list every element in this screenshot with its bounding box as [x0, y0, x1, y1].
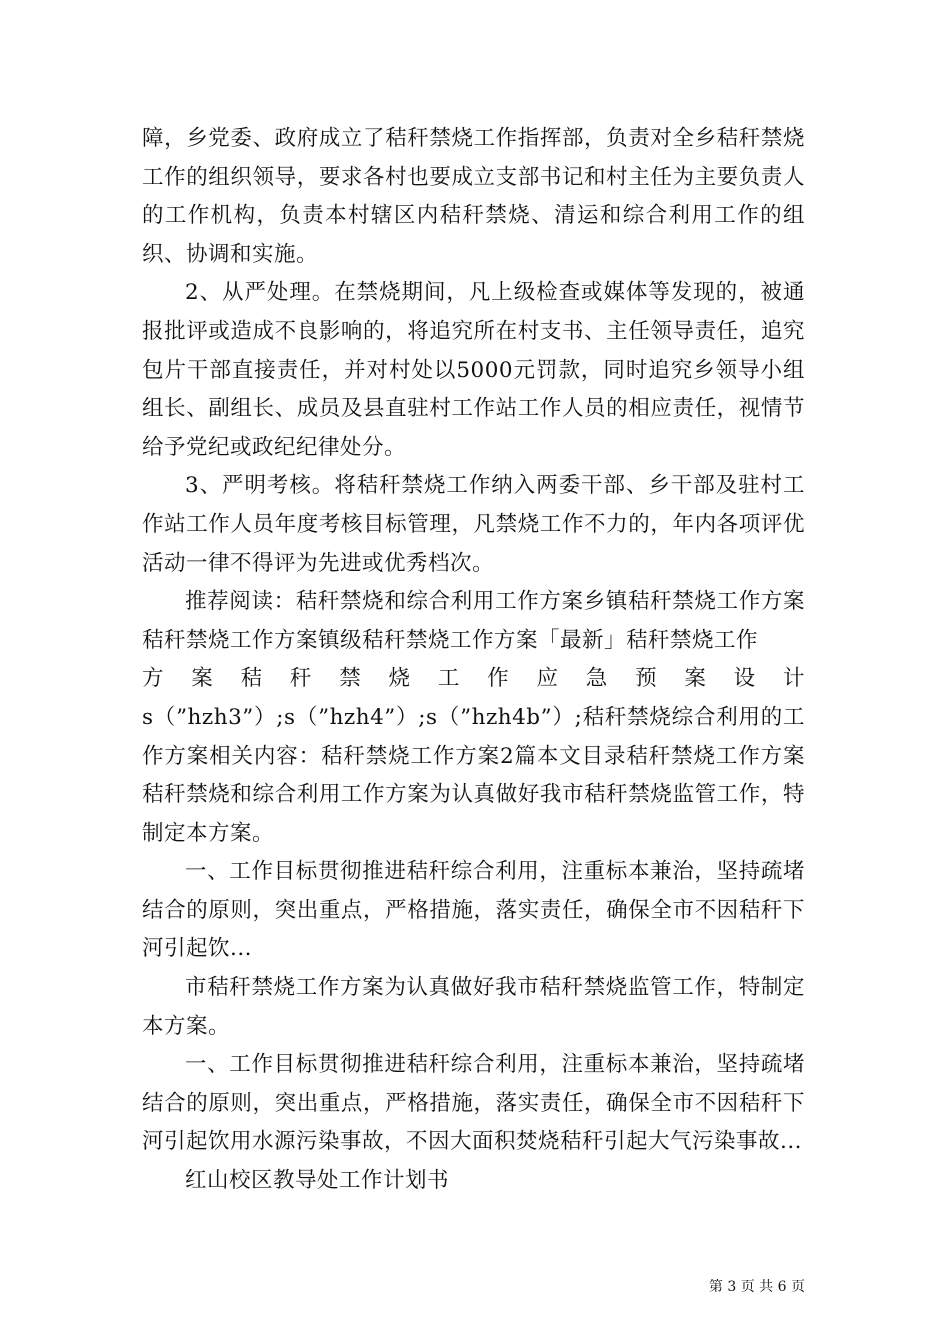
paragraph-recommended-reading: 推荐阅读：秸秆禁烧和综合利用工作方案乡镇秸秆禁烧工作方案秸秆禁烧工作方案镇级秸秆禁烧工作方案「最新」秸秆禁烧工作: [142, 589, 805, 653]
paragraph-strict-assessment: 3、严明考核。将秸秆禁烧工作纳入两委干部、乡干部及驻村工作站工作人员年度考核目标管理，凡禁烧工作不力的，年内各项评优活动一律不得评为先进或优秀档次。: [142, 473, 805, 576]
paragraph-work-goal-full: 一、工作目标贯彻推进秸秆综合利用，注重标本兼治，坚持疏堵结合的原则，突出重点，严格措施，落实责任，确保全市不因秸秆下河引起饮用水源污染事故，不因大面积焚烧秸秆引起大气污染事故...: [142, 1052, 805, 1155]
paragraph-continuation: 障，乡党委、政府成立了秸秆禁烧工作指挥部，负责对全乡秸秆禁烧工作的组织领导，要求各村也要成立支部书记和村主任为主要负责人的工作机构，负责本村辖区内秸秆禁烧、清运和综合利用工作的组织、协调和实施。: [142, 126, 805, 267]
paragraph-next-title: 红山校区教导处工作计划书: [185, 1168, 450, 1194]
paragraph-work-goal-excerpt: 一、工作目标贯彻推进秸秆综合利用，注重标本兼治，坚持疏堵结合的原则，突出重点，严格措施，落实责任，确保全市不因秸秆下河引起饮...: [142, 859, 805, 962]
paragraph-strict-handling: 2、从严处理。在禁烧期间，凡上级检查或媒体等发现的，被通报批评或造成不良影响的，将追究所在村支书、主任领导责任，追究包片干部直接责任，并对村处以5000元罚款，同时追究乡领导小组组长、副组长、成员及县直驻村工作站工作人员的相应责任，视情节给予党纪或政纪纪律处分。: [142, 280, 805, 460]
paragraph-city-plan: 市秸秆禁烧工作方案为认真做好我市秸秆禁烧监管工作，特制定本方案。: [142, 975, 805, 1039]
page-number: 第 3 页 共 6 页: [708, 1279, 805, 1295]
document-body: [142, 120, 805, 1201]
paragraph-related-content: s（”hzh3”）;s（”hzh4”）;s（”hzh4b”）;秸秆禁烧综合利用的工作方案相关内容：秸秆禁烧工作方案2篇本文目录秸秆禁烧工作方案秸秆禁烧和综合利用工作方案为认真做好我市秸秆禁烧监管工作，特制定本方案。: [142, 704, 805, 846]
paragraph-recommended-reading-spread-line: 方案秸秆禁烧工作应急预案设计: [142, 666, 805, 692]
